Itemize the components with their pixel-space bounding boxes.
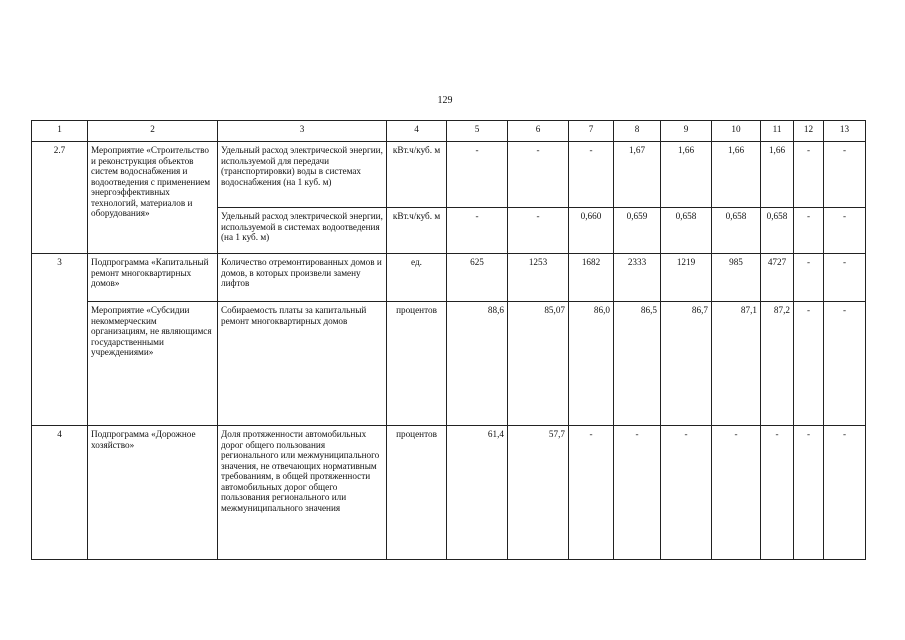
header-cell: 10 [712, 121, 761, 142]
value-cell: 1219 [661, 254, 712, 302]
header-cell: 5 [447, 121, 508, 142]
value-cell: - [794, 208, 824, 254]
header-row [32, 121, 866, 142]
header-cell: 6 [508, 121, 569, 142]
activity-name: Мероприятие «Субсидии некоммерческим организациям, не являющимся государственными учреждениями» [88, 302, 218, 426]
value-cell: - [824, 426, 866, 560]
value-cell: - [824, 302, 866, 426]
indicator-name: Количество отремонтированных домов и домов, в которых произвели замену лифтов [218, 254, 387, 302]
value-cell: 86,0 [569, 302, 614, 426]
indicator-name: Удельный расход электрической энергии, используемой в системах водоотведения (на 1 куб. м) [218, 208, 387, 254]
unit: ед. [387, 254, 447, 302]
indicators-table [31, 120, 866, 560]
indicator-name: Удельный расход электрической энергии, используемой для передачи (транспортировки) воды в системах водоснабжения (на 1 куб. м) [218, 142, 387, 208]
value-cell: - [569, 426, 614, 560]
value-cell: - [447, 142, 508, 208]
header-cell: 11 [761, 121, 794, 142]
header-cell: 2 [88, 121, 218, 142]
table-row [32, 254, 866, 302]
value-cell: 2333 [614, 254, 661, 302]
value-cell: - [508, 208, 569, 254]
activity-name: Подпрограмма «Капитальный ремонт многоквартирных домов» [88, 254, 218, 302]
value-cell: 0,659 [614, 208, 661, 254]
table-row [32, 426, 866, 560]
activity-name: Мероприятие «Строительство и реконструкция объектов систем водоснабжения и водоотведения с применением энергоэффективных технологий, материалов и оборудования» [88, 142, 218, 254]
value-cell: 1,66 [661, 142, 712, 208]
value-cell: 57,7 [508, 426, 569, 560]
table-row [32, 142, 866, 208]
value-cell: 0,658 [712, 208, 761, 254]
header-cell: 1 [32, 121, 88, 142]
value-cell: 88,6 [447, 302, 508, 426]
row-number: 2.7 [32, 142, 88, 254]
header-cell: 13 [824, 121, 866, 142]
value-cell: 86,7 [661, 302, 712, 426]
value-cell: - [824, 254, 866, 302]
table-row [32, 302, 866, 426]
value-cell: - [794, 302, 824, 426]
row-number: 3 [32, 254, 88, 426]
unit: кВт.ч/куб. м [387, 208, 447, 254]
value-cell: - [824, 208, 866, 254]
header-cell: 8 [614, 121, 661, 142]
header-cell: 9 [661, 121, 712, 142]
indicator-name: Собираемость платы за капитальный ремонт многоквартирных домов [218, 302, 387, 426]
value-cell: 1,67 [614, 142, 661, 208]
header-cell: 7 [569, 121, 614, 142]
value-cell: - [761, 426, 794, 560]
unit: процентов [387, 426, 447, 560]
value-cell: - [824, 142, 866, 208]
value-cell: 0,658 [661, 208, 712, 254]
header-cell: 4 [387, 121, 447, 142]
header-cell: 12 [794, 121, 824, 142]
value-cell: 1253 [508, 254, 569, 302]
value-cell: - [614, 426, 661, 560]
value-cell: 61,4 [447, 426, 508, 560]
unit: процентов [387, 302, 447, 426]
value-cell: 0,658 [761, 208, 794, 254]
value-cell: 0,660 [569, 208, 614, 254]
page-number: 129 [437, 95, 453, 106]
value-cell: 85,07 [508, 302, 569, 426]
value-cell: - [661, 426, 712, 560]
value-cell: - [794, 426, 824, 560]
unit: кВт.ч/куб. м [387, 142, 447, 208]
header-cell: 3 [218, 121, 387, 142]
value-cell: 1,66 [712, 142, 761, 208]
value-cell: - [794, 254, 824, 302]
value-cell: - [569, 142, 614, 208]
value-cell: 87,2 [761, 302, 794, 426]
value-cell: 86,5 [614, 302, 661, 426]
value-cell: 1,66 [761, 142, 794, 208]
value-cell: 4727 [761, 254, 794, 302]
value-cell: - [447, 208, 508, 254]
indicator-name: Доля протяженности автомобильных дорог общего пользования регионального или межмуниципального значения, не отвечающих нормативным требованиям, в общей протяженности автомобильных дорог общего пользования регионального или межмуниципального значения [218, 426, 387, 560]
value-cell: 87,1 [712, 302, 761, 426]
value-cell: - [712, 426, 761, 560]
value-cell: - [508, 142, 569, 208]
value-cell: 985 [712, 254, 761, 302]
value-cell: 1682 [569, 254, 614, 302]
value-cell: 625 [447, 254, 508, 302]
activity-name: Подпрограмма «Дорожное хозяйство» [88, 426, 218, 560]
value-cell: - [794, 142, 824, 208]
row-number: 4 [32, 426, 88, 560]
